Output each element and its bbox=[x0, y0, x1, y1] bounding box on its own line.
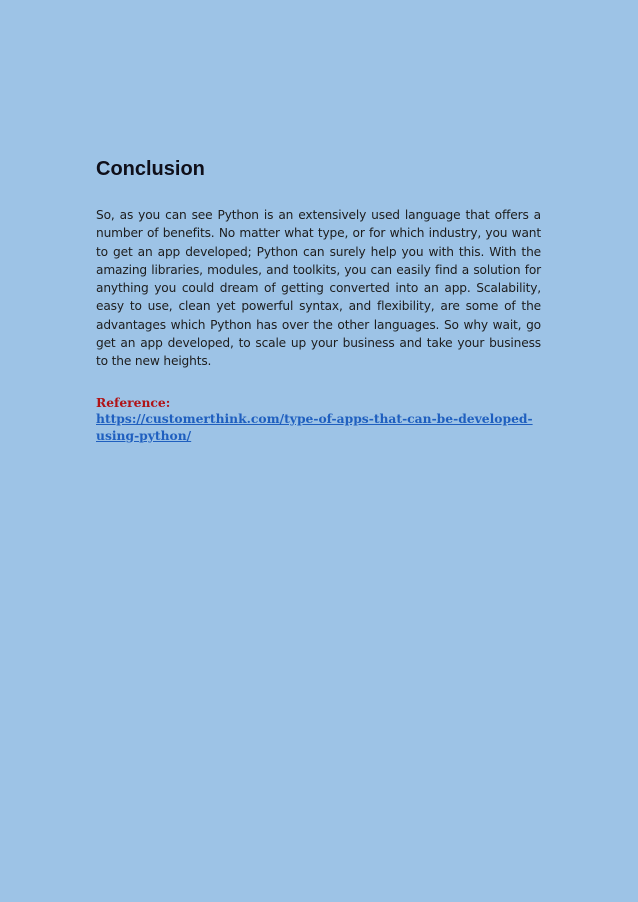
reference-label: Reference: bbox=[96, 394, 171, 410]
section-heading: Conclusion bbox=[96, 158, 205, 180]
conclusion-paragraph: So, as you can see Python is an extensively used language that offers a number of benefits. No matter what type, or for which industry, you want to get an app developed; Python can surely help you with this. With the amazing libraries, modules, and toolkits, you can easily find a solution for anything you could dream of getting converted into an app. Scalability, easy to use, clean yet powerful syntax, and flexibility, are some of the advantages which Python has over the other languages. So why wait, go get an app developed, to scale up your business and take your business to the new heights. bbox=[96, 208, 541, 369]
reference-block bbox=[96, 395, 541, 445]
page-content bbox=[96, 156, 541, 444]
reference-link[interactable]: https://customerthink.com/type-of-apps-that-can-be-developed-using-python/ bbox=[96, 411, 533, 443]
